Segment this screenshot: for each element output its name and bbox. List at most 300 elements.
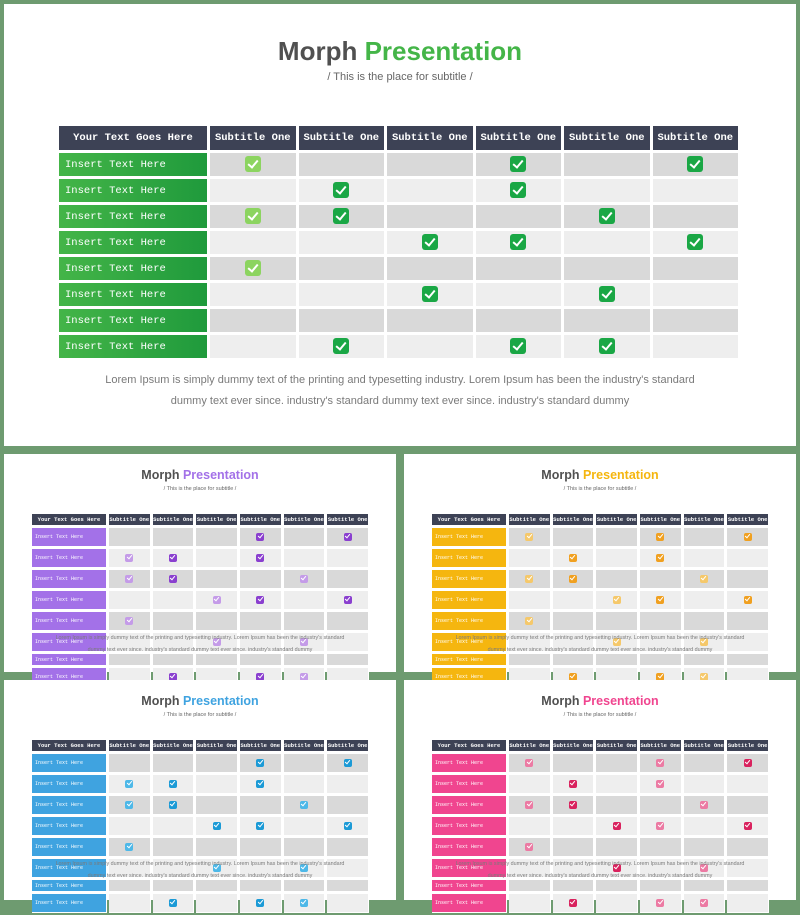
check-cell <box>299 257 386 281</box>
checkmark-icon <box>344 759 352 767</box>
check-cell <box>727 796 769 815</box>
column-header: Subtitle One <box>284 514 326 526</box>
check-cell <box>299 335 386 359</box>
check-cell <box>640 591 682 610</box>
checkmark-icon <box>169 899 177 907</box>
check-cell <box>153 894 195 913</box>
checkmark-icon <box>744 596 752 604</box>
checkmark-icon <box>744 759 752 767</box>
check-cell <box>553 612 595 631</box>
table-row <box>32 817 369 836</box>
row-label: Insert Text Here <box>59 335 208 359</box>
check-cell <box>727 528 769 547</box>
check-cell <box>727 838 769 857</box>
table-row <box>432 775 769 794</box>
check-cell <box>387 153 474 177</box>
column-header: Subtitle One <box>240 514 282 526</box>
check-cell <box>327 549 369 568</box>
check-cell <box>327 754 369 773</box>
check-cell <box>640 549 682 568</box>
check-cell <box>327 817 369 836</box>
comparison-table <box>430 738 771 915</box>
check-cell <box>596 796 638 815</box>
check-cell <box>684 817 726 836</box>
check-cell <box>553 528 595 547</box>
checkmark-icon <box>256 596 264 604</box>
check-cell <box>553 817 595 836</box>
check-cell <box>109 754 151 773</box>
checkmark-icon <box>344 596 352 604</box>
check-cell <box>240 528 282 547</box>
check-cell <box>476 179 563 203</box>
table-row <box>432 528 769 547</box>
column-header: Subtitle One <box>509 514 551 526</box>
check-cell <box>476 153 563 177</box>
check-cell <box>684 591 726 610</box>
column-header: Subtitle One <box>727 740 769 752</box>
row-label: Insert Text Here <box>32 838 107 857</box>
check-cell <box>476 335 563 359</box>
checkmark-icon <box>525 759 533 767</box>
check-cell <box>109 591 151 610</box>
check-cell <box>284 570 326 589</box>
table-row <box>32 570 369 589</box>
column-header: Subtitle One <box>327 740 369 752</box>
check-cell <box>196 570 238 589</box>
description-line-2: dummy text ever since. industry's standard dummy text ever since. industry's standard dummy <box>170 395 630 407</box>
checkmark-icon <box>510 234 526 250</box>
row-label: Insert Text Here <box>432 612 507 631</box>
checkmark-icon <box>245 260 261 276</box>
title-word-1: Morph <box>277 36 358 66</box>
check-cell <box>387 231 474 255</box>
check-cell <box>327 796 369 815</box>
check-cell <box>509 796 551 815</box>
check-cell <box>327 570 369 589</box>
check-cell <box>327 612 369 631</box>
check-cell <box>476 309 563 333</box>
header-label: Your Text Goes Here <box>432 740 507 752</box>
header-label: Your Text Goes Here <box>432 514 507 526</box>
check-cell <box>327 528 369 547</box>
check-cell <box>596 817 638 836</box>
checkmark-icon <box>569 554 577 562</box>
slide-title <box>4 36 796 67</box>
check-cell <box>109 796 151 815</box>
check-cell <box>596 754 638 773</box>
checkmark-icon <box>300 575 308 583</box>
check-cell <box>596 612 638 631</box>
comparison-table <box>30 738 371 915</box>
column-header: Subtitle One <box>327 514 369 526</box>
checkmark-icon <box>656 822 664 830</box>
column-header: Subtitle One <box>476 126 563 151</box>
title-word-2: Presentation <box>182 694 259 708</box>
checkmark-icon <box>510 338 526 354</box>
row-label: Insert Text Here <box>59 179 208 203</box>
check-cell <box>727 612 769 631</box>
checkmark-icon <box>213 822 221 830</box>
column-header: Subtitle One <box>727 514 769 526</box>
check-cell <box>284 775 326 794</box>
row-label: Insert Text Here <box>32 633 107 652</box>
check-cell <box>210 283 297 307</box>
check-cell <box>553 591 595 610</box>
check-cell <box>564 153 651 177</box>
check-cell <box>284 894 326 913</box>
checkmark-icon <box>333 182 349 198</box>
row-label: Insert Text Here <box>432 549 507 568</box>
checkmark-icon <box>256 780 264 788</box>
table-row <box>432 591 769 610</box>
checkmark-icon <box>300 801 308 809</box>
check-cell <box>153 612 195 631</box>
check-cell <box>210 179 297 203</box>
check-cell <box>153 838 195 857</box>
row-label: Insert Text Here <box>59 205 208 229</box>
check-cell <box>509 817 551 836</box>
check-cell <box>153 591 195 610</box>
check-cell <box>327 894 369 913</box>
check-cell <box>553 796 595 815</box>
check-cell <box>240 838 282 857</box>
table-row <box>32 528 369 547</box>
check-cell <box>240 775 282 794</box>
slide-subtitle: / This is the place for subtitle / <box>563 712 637 718</box>
check-cell <box>653 283 740 307</box>
table-row <box>32 549 369 568</box>
table-row <box>432 612 769 631</box>
check-cell <box>387 309 474 333</box>
row-label: Insert Text Here <box>32 880 107 892</box>
checkmark-icon <box>656 596 664 604</box>
check-cell <box>109 894 151 913</box>
check-cell <box>640 838 682 857</box>
check-cell <box>509 528 551 547</box>
check-cell <box>564 231 651 255</box>
check-cell <box>196 754 238 773</box>
table-row <box>432 838 769 857</box>
title-word-2: Presentation <box>582 694 659 708</box>
check-cell <box>299 179 386 203</box>
checkmark-icon <box>510 156 526 172</box>
checkmark-icon <box>613 822 621 830</box>
table-row <box>32 591 369 610</box>
slide-subtitle: / This is the place for subtitle / <box>163 712 237 718</box>
checkmark-icon <box>700 899 708 907</box>
checkmark-icon <box>525 533 533 541</box>
checkmark-icon <box>700 801 708 809</box>
check-cell <box>476 283 563 307</box>
checkmark-icon <box>599 338 615 354</box>
check-cell <box>564 309 651 333</box>
checkmark-icon <box>125 554 133 562</box>
checkmark-icon <box>169 780 177 788</box>
row-label: Insert Text Here <box>32 754 107 773</box>
check-cell <box>109 838 151 857</box>
column-header: Subtitle One <box>596 740 638 752</box>
title-word-1: Morph <box>141 468 180 482</box>
description-line-1: Lorem Ipsum is simply dummy text of the printing and typesetting industry. Lorem Ipsum has been the industry's standard <box>455 861 745 867</box>
table-row <box>432 796 769 815</box>
check-cell <box>240 549 282 568</box>
check-cell <box>684 570 726 589</box>
column-header: Subtitle One <box>596 514 638 526</box>
checkmark-icon <box>169 575 177 583</box>
check-cell <box>284 591 326 610</box>
description-line-2: dummy text ever since. industry's standard dummy text ever since. industry's standard dummy <box>487 873 713 879</box>
check-cell <box>684 549 726 568</box>
row-label: Insert Text Here <box>432 838 507 857</box>
slide-subtitle: / This is the place for subtitle / <box>563 486 637 492</box>
check-cell <box>653 335 740 359</box>
column-header: Subtitle One <box>684 740 726 752</box>
row-label: Insert Text Here <box>432 668 507 687</box>
checkmark-icon <box>599 208 615 224</box>
check-cell <box>509 838 551 857</box>
check-cell <box>284 549 326 568</box>
checkmark-icon <box>656 759 664 767</box>
check-cell <box>509 612 551 631</box>
check-cell <box>553 754 595 773</box>
check-cell <box>299 153 386 177</box>
column-header: Subtitle One <box>640 514 682 526</box>
check-cell <box>299 205 386 229</box>
check-cell <box>727 591 769 610</box>
table-row <box>59 153 739 177</box>
checkmark-icon <box>245 156 261 172</box>
checkmark-icon <box>656 554 664 562</box>
check-cell <box>684 528 726 547</box>
slide-pink <box>404 680 796 906</box>
check-cell <box>596 528 638 547</box>
check-cell <box>727 570 769 589</box>
checkmark-icon <box>125 780 133 788</box>
checkmark-icon <box>125 617 133 625</box>
check-cell <box>564 205 651 229</box>
row-label: Insert Text Here <box>432 796 507 815</box>
check-cell <box>684 894 726 913</box>
row-label: Insert Text Here <box>32 549 107 568</box>
check-cell <box>210 231 297 255</box>
check-cell <box>684 796 726 815</box>
column-header: Subtitle One <box>553 740 595 752</box>
check-cell <box>727 894 769 913</box>
checkmark-icon <box>125 843 133 851</box>
title-word-2: Presentation <box>182 468 259 482</box>
table-row <box>32 775 369 794</box>
check-cell <box>509 549 551 568</box>
row-label: Insert Text Here <box>59 283 208 307</box>
check-cell <box>727 754 769 773</box>
row-label: Insert Text Here <box>32 817 107 836</box>
check-cell <box>196 894 238 913</box>
check-cell <box>509 775 551 794</box>
table-row <box>59 205 739 229</box>
column-header: Subtitle One <box>509 740 551 752</box>
comparison-table <box>30 512 371 689</box>
check-cell <box>596 591 638 610</box>
row-label: Insert Text Here <box>432 775 507 794</box>
check-cell <box>684 838 726 857</box>
column-header: Subtitle One <box>210 126 297 151</box>
checkmark-icon <box>510 182 526 198</box>
check-cell <box>284 528 326 547</box>
table-row <box>32 796 369 815</box>
check-cell <box>387 283 474 307</box>
check-cell <box>153 775 195 794</box>
checkmark-icon <box>333 338 349 354</box>
slide-title <box>404 694 796 708</box>
check-cell <box>653 231 740 255</box>
column-header: Subtitle One <box>684 514 726 526</box>
checkmark-icon <box>700 575 708 583</box>
checkmark-icon <box>656 780 664 788</box>
table-row <box>59 231 739 255</box>
slide-blue <box>4 680 396 906</box>
check-cell <box>640 612 682 631</box>
slide-subtitle: / This is the place for subtitle / <box>163 486 237 492</box>
row-label: Insert Text Here <box>432 570 507 589</box>
check-cell <box>596 894 638 913</box>
table-row <box>432 754 769 773</box>
check-cell <box>284 796 326 815</box>
table-row <box>59 309 739 333</box>
slide-title <box>4 468 396 482</box>
checkmark-icon <box>599 286 615 302</box>
check-cell <box>653 257 740 281</box>
column-header: Subtitle One <box>196 740 238 752</box>
check-cell <box>109 570 151 589</box>
column-header: Subtitle One <box>109 514 151 526</box>
row-label: Insert Text Here <box>32 612 107 631</box>
slide-description <box>4 632 396 656</box>
check-cell <box>153 549 195 568</box>
check-cell <box>564 257 651 281</box>
check-cell <box>327 838 369 857</box>
check-cell <box>564 335 651 359</box>
checkmark-icon <box>525 801 533 809</box>
checkmark-icon <box>344 533 352 541</box>
check-cell <box>109 612 151 631</box>
check-cell <box>240 796 282 815</box>
checkmark-icon <box>256 822 264 830</box>
slide-yellow <box>404 454 796 680</box>
check-cell <box>299 283 386 307</box>
check-cell <box>196 796 238 815</box>
comparison-table <box>57 124 741 361</box>
column-header: Subtitle One <box>653 126 740 151</box>
slide-purple <box>4 454 396 680</box>
check-cell <box>553 775 595 794</box>
check-cell <box>284 817 326 836</box>
check-cell <box>299 309 386 333</box>
checkmark-icon <box>569 801 577 809</box>
title-word-2: Presentation <box>582 468 659 482</box>
check-cell <box>509 754 551 773</box>
check-cell <box>210 205 297 229</box>
row-label: Insert Text Here <box>59 309 208 333</box>
row-label: Insert Text Here <box>32 668 107 687</box>
check-cell <box>387 257 474 281</box>
title-word-1: Morph <box>541 468 580 482</box>
check-cell <box>564 179 651 203</box>
checkmark-icon <box>256 759 264 767</box>
description-line-2: dummy text ever since. industry's standard dummy text ever since. industry's standard dummy <box>87 873 313 879</box>
check-cell <box>240 754 282 773</box>
checkmark-icon <box>687 156 703 172</box>
description-line-2: dummy text ever since. industry's standard dummy text ever since. industry's standard dummy <box>87 647 313 653</box>
checkmark-icon <box>344 822 352 830</box>
checkmark-icon <box>169 801 177 809</box>
column-header: Subtitle One <box>240 740 282 752</box>
column-header: Subtitle One <box>553 514 595 526</box>
check-cell <box>153 754 195 773</box>
check-cell <box>553 838 595 857</box>
column-header: Subtitle One <box>109 740 151 752</box>
column-header: Subtitle One <box>564 126 651 151</box>
checkmark-icon <box>744 822 752 830</box>
checkmark-icon <box>422 234 438 250</box>
row-label: Insert Text Here <box>432 654 507 666</box>
title-word-1: Morph <box>541 694 580 708</box>
table-row <box>59 257 739 281</box>
slide-main <box>4 4 796 446</box>
row-label: Insert Text Here <box>432 817 507 836</box>
row-label: Insert Text Here <box>32 859 107 878</box>
header-label: Your Text Goes Here <box>59 126 208 151</box>
row-label: Insert Text Here <box>32 654 107 666</box>
check-cell <box>476 231 563 255</box>
check-cell <box>509 591 551 610</box>
table-row <box>59 283 739 307</box>
check-cell <box>476 257 563 281</box>
row-label: Insert Text Here <box>432 894 507 913</box>
title-word-1: Morph <box>141 694 180 708</box>
row-label: Insert Text Here <box>32 570 107 589</box>
check-cell <box>387 335 474 359</box>
check-cell <box>327 775 369 794</box>
check-cell <box>653 179 740 203</box>
row-label: Insert Text Here <box>432 859 507 878</box>
checkmark-icon <box>687 234 703 250</box>
row-label: Insert Text Here <box>32 528 107 547</box>
check-cell <box>109 775 151 794</box>
row-label: Insert Text Here <box>432 880 507 892</box>
check-cell <box>240 612 282 631</box>
column-header: Subtitle One <box>299 126 386 151</box>
row-label: Insert Text Here <box>432 633 507 652</box>
check-cell <box>153 528 195 547</box>
check-cell <box>640 817 682 836</box>
check-cell <box>284 612 326 631</box>
check-cell <box>196 549 238 568</box>
table-row <box>32 838 369 857</box>
check-cell <box>509 570 551 589</box>
row-label: Insert Text Here <box>32 796 107 815</box>
slide-description <box>404 858 796 882</box>
check-cell <box>387 179 474 203</box>
table-row <box>432 570 769 589</box>
table-row <box>59 335 739 359</box>
description-line-1: Lorem Ipsum is simply dummy text of the printing and typesetting industry. Lorem Ipsum has been the industry's standard <box>105 374 695 386</box>
check-cell <box>640 570 682 589</box>
row-label: Insert Text Here <box>59 257 208 281</box>
description-line-1: Lorem Ipsum is simply dummy text of the printing and typesetting industry. Lorem Ipsum has been the industry's standard <box>55 635 345 641</box>
check-cell <box>240 894 282 913</box>
column-header: Subtitle One <box>196 514 238 526</box>
row-label: Insert Text Here <box>32 591 107 610</box>
